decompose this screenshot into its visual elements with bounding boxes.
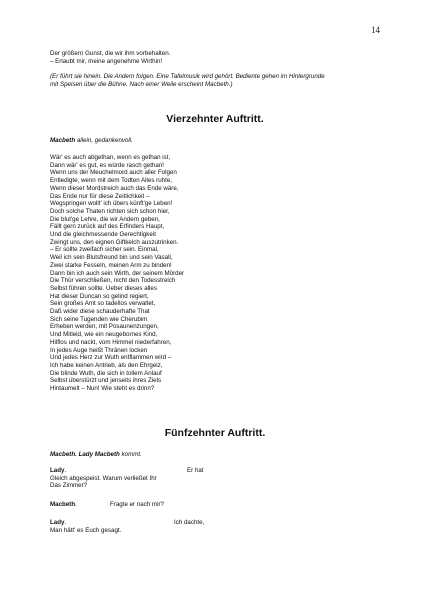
verse-line: Ich habe keinen Antrieb, als den Ehrgeiz, <box>50 361 163 369</box>
verse-line: Die Thür verschließen, nicht den Todesstreich <box>50 277 176 285</box>
dialogue-lady-1 <box>50 467 380 490</box>
speaker-name: Macbeth <box>50 451 76 458</box>
dialogue-text: Fragte er nach mir? <box>110 501 164 508</box>
verse-line: Die blut'ge Lehre, die wir Andern geben, <box>50 215 160 223</box>
speaker-name: Macbeth <box>50 137 76 144</box>
verse-block <box>50 154 380 393</box>
stage-direction <box>50 73 380 88</box>
verse-line: Hat dieser Duncan so gelind regiert, <box>50 292 149 300</box>
speaker-dot: . <box>64 519 67 526</box>
speaker-dot: . <box>64 467 67 474</box>
scene-heading: Fünfzehnter Auftritt. <box>164 427 266 439</box>
speaker-name: Lady <box>50 467 65 474</box>
verse-line: Hintaumelt – Nun! Wie steht es drinn? <box>50 385 155 393</box>
text-line: – Erlaubt mir, meine angenehme Wirthin! <box>50 57 163 65</box>
verse-line: Erheben werden, mit Posaunenzungen, <box>50 323 159 331</box>
verse-line: Und die gleichmessende Gerechtigkeit <box>50 231 156 239</box>
verse-line: Sein großes Amt so tadellos verwaltet, <box>50 300 156 308</box>
scene-direction <box>50 137 380 145</box>
verse-line: – Er sollte zweifach sicher sein. Einmal, <box>50 246 159 254</box>
verse-line: Weil ich sein Blutsfreund bin und sein Vasall, <box>50 254 173 262</box>
verse-line: Und jedes Herz zur Wuth entflammen wird – <box>50 354 172 362</box>
verse-line: Wär' es auch abgethan, wenn es gethan ist, <box>50 154 171 161</box>
verse-line: Wenn uns der Meuchelmord auch aller Folgen <box>50 169 177 177</box>
dialogue-text: Das Zimmer? <box>50 482 88 490</box>
verse-line: Und Mitleid, wie ein neugebornes Kind, <box>50 331 158 339</box>
verse-line: Zwei starke Fesseln, meinen Arm zu binden! <box>50 261 172 269</box>
verse-line: In jedes Auge heißt Thränen locken <box>50 346 148 354</box>
separator: . <box>75 451 79 458</box>
stage-note: kommt. <box>119 451 142 458</box>
verse-line: Selbst überstürzt und jenseits ihres Ziels <box>50 377 162 385</box>
verse-line: Wegspringen wollt' ich übers künft'ge Leben! <box>50 200 173 208</box>
verse-line: Wenn dieser Mordstreich auch das Ende wäre, <box>50 184 179 192</box>
stage-note: allein, gedankenvoll. <box>75 137 133 144</box>
verse-line: Selbst führen sollte. Ueber dieses alles <box>50 284 157 292</box>
dialogue-text: Man hätt' es Euch gesagt. <box>50 526 122 534</box>
dialogue-text: Gleich abgespeist. Warum verließet Ihr <box>50 474 157 482</box>
verse-line: Daß wider diese schauderhafte That <box>50 308 150 316</box>
scene-direction <box>50 451 380 459</box>
verse-line: Sich seine Tugenden wie Cherubim <box>50 315 148 323</box>
page-number: 14 <box>371 25 380 35</box>
verse-line: Dann bin ich auch sein Wirth, der seinem Mörder <box>50 269 185 277</box>
verse-line: Fällt gern zurück auf des Erfinders Haupt, <box>50 223 165 231</box>
dialogue-text: Er hat <box>187 467 204 474</box>
speaker-dot: . <box>75 501 77 508</box>
verse-line: Die blinde Wuth, die sich in tollem Anlauf <box>50 369 162 377</box>
text-line: mit Speisen über die Bühne. Nach einer Weile erscheint Macbeth.) <box>50 80 233 88</box>
text-line: (Er führt sie hinein. Die Andern folgen. Eine Tafelmusik wird gehört. Bediente gehen im Hintergrunde <box>50 73 325 80</box>
speaker-name: Lady Macbeth <box>78 451 120 458</box>
top-text <box>50 50 380 65</box>
speaker-name: Lady <box>50 519 65 526</box>
verse-line: Dann wär' es gut, es würde rasch gethan! <box>50 161 164 169</box>
speaker-name: Macbeth <box>50 501 76 508</box>
verse-line: Doch solche Thaten richten sich schon hier, <box>50 207 170 215</box>
dialogue-macbeth <box>50 501 380 509</box>
verse-line: Entledigte, wenn mit dem Todten Alles ruhte, <box>50 177 172 185</box>
verse-line: Zwingt uns, den eignen Giftkelch auszutrinken. <box>50 238 179 246</box>
text-line: Der größern Gunst, die wir ihm vorbehalten. <box>50 50 171 57</box>
verse-line: Hilflos und nackt, vom Himmel niederfahren, <box>50 338 172 346</box>
dialogue-text: Ich dachte, <box>174 519 205 526</box>
verse-line: Das Ende nur für diese Zeitlichkeit – <box>50 192 150 200</box>
scene-heading: Vierzehnter Auftritt. <box>166 113 264 125</box>
dialogue-lady-2 <box>50 519 380 534</box>
